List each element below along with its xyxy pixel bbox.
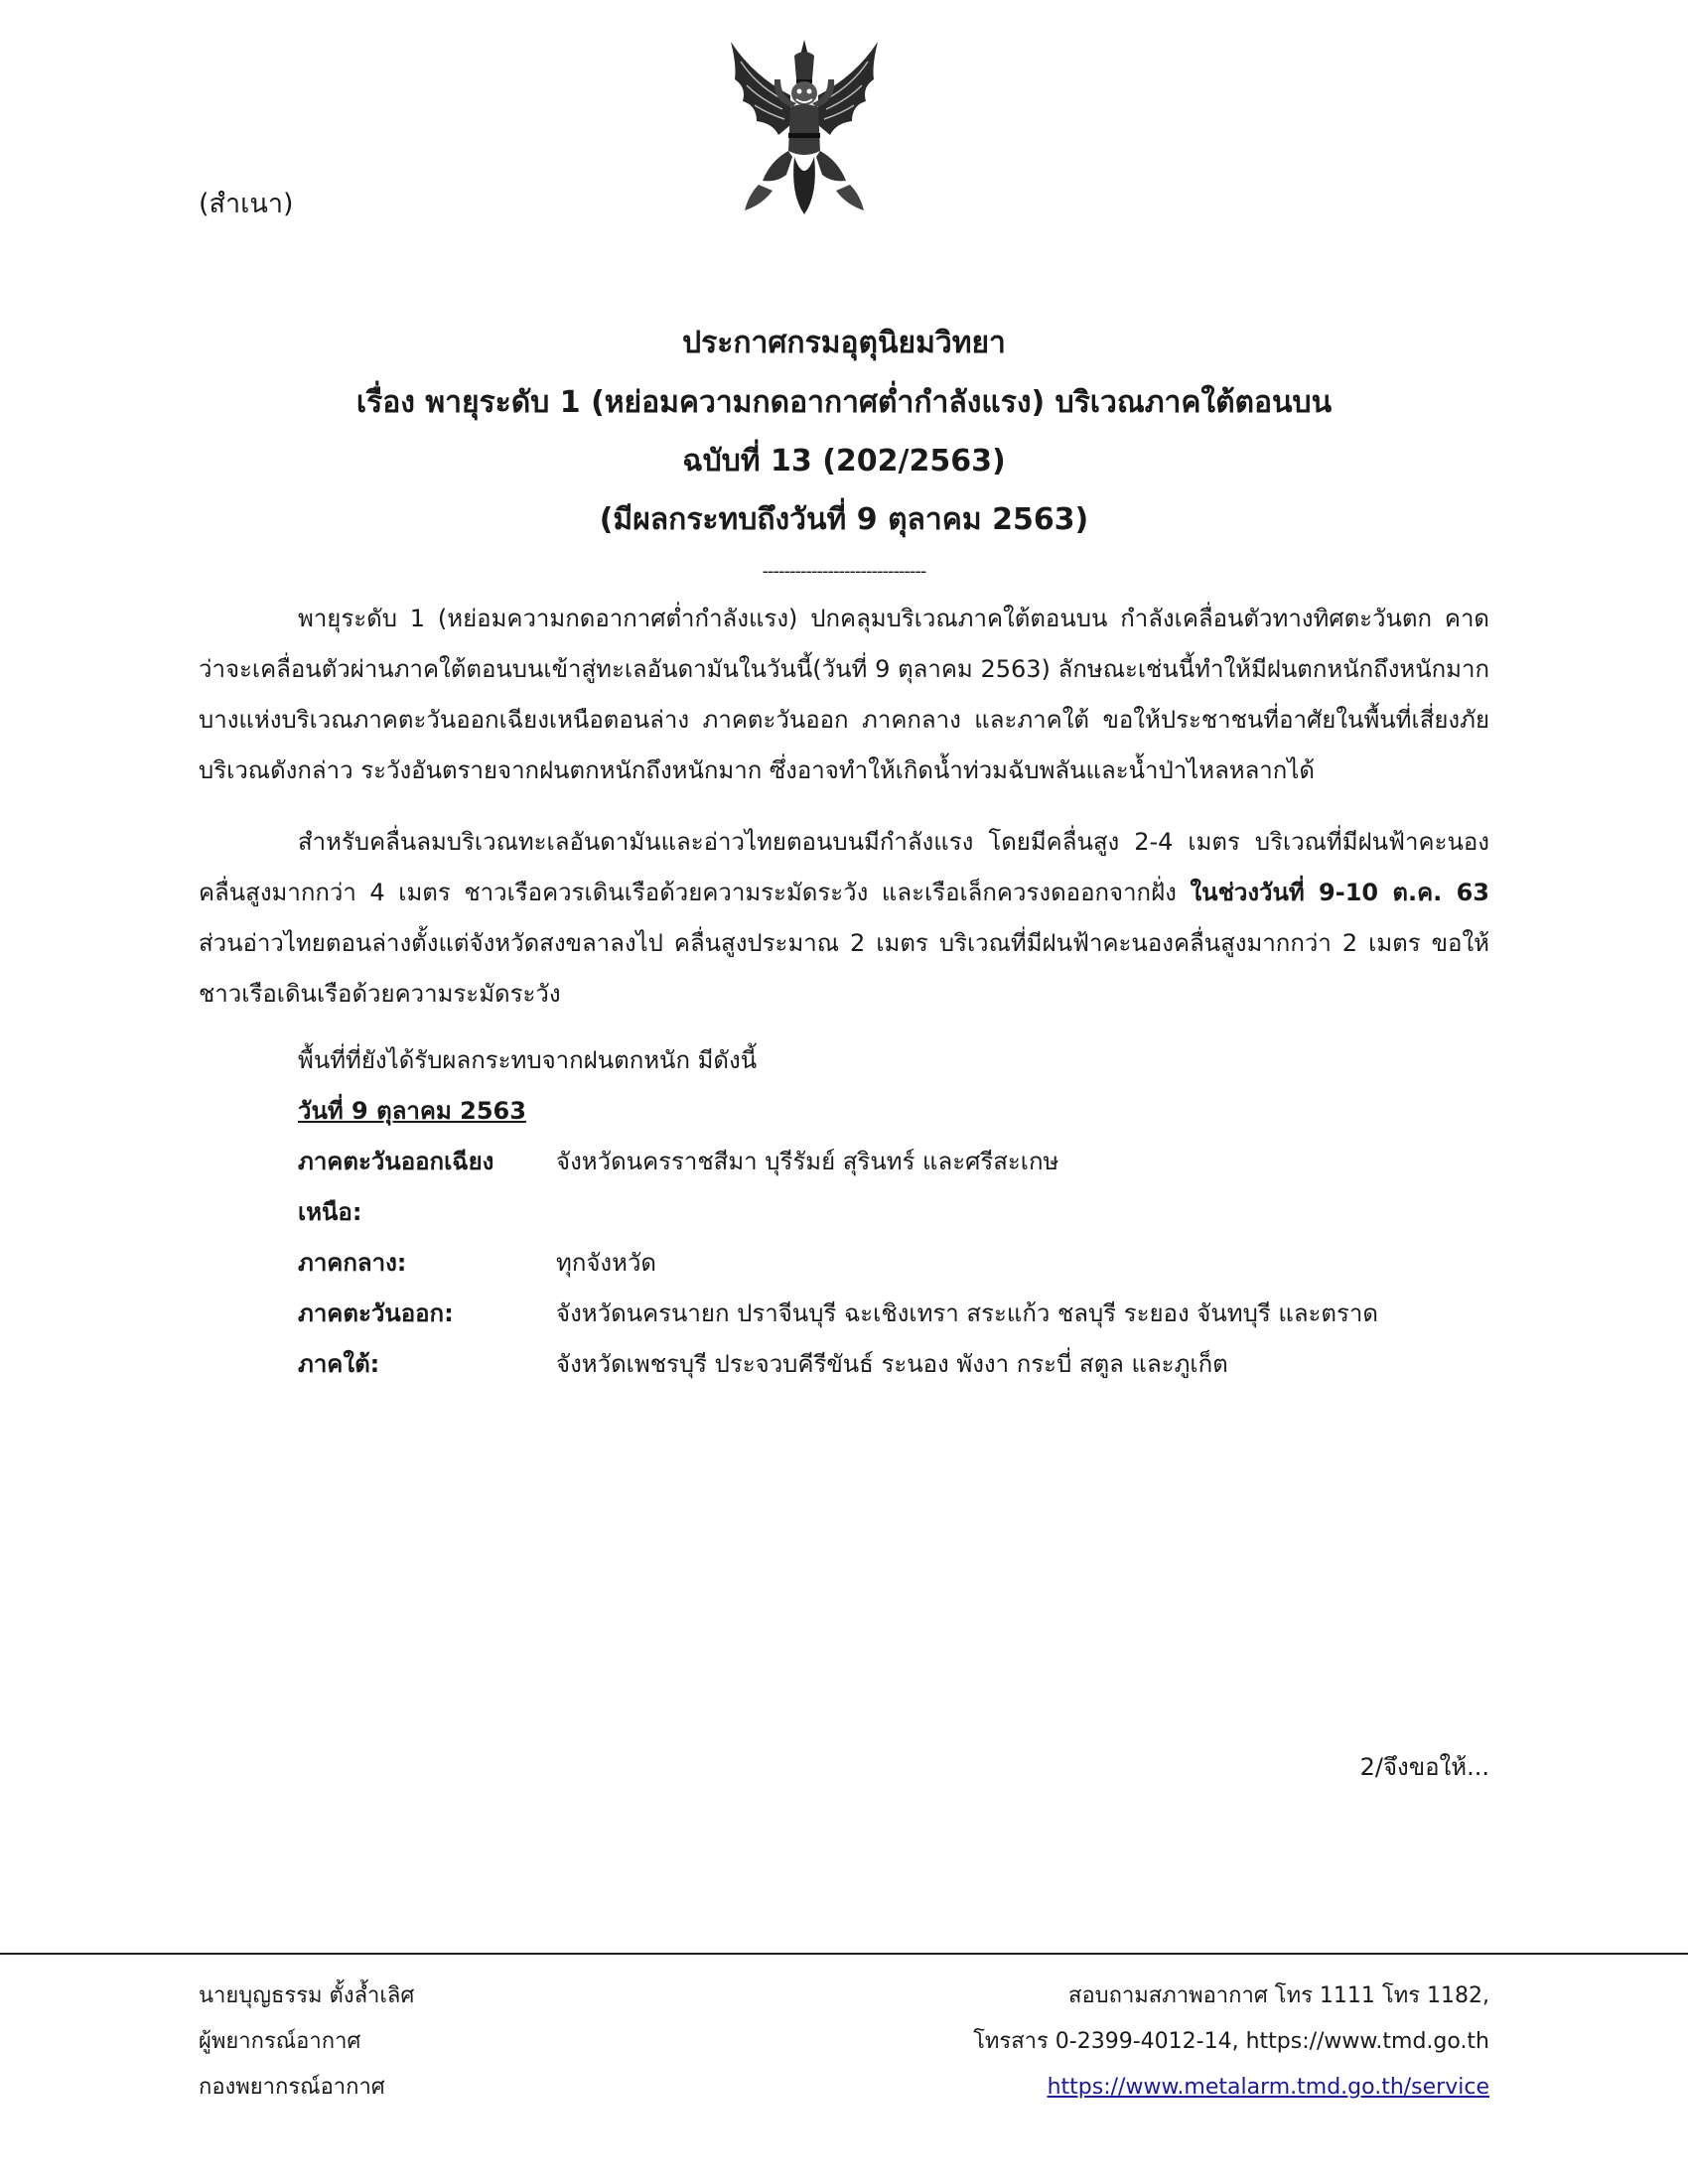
footer-contact <box>973 1974 1489 2111</box>
announcement-effective-date: (มีผลกระทบถึงวันที่ 9 ตุลาคม 2563) <box>599 502 1089 537</box>
affected-areas-date: วันที่ 9 ตุลาคม 2563 <box>298 1097 526 1125</box>
region-label: ภาคกลาง: <box>298 1249 407 1277</box>
copy-label: (สำเนา) <box>199 189 294 219</box>
region-label: ภาคตะวันออกเฉียงเหนือ: <box>298 1148 494 1226</box>
region-row <box>298 1339 1450 1390</box>
region-row <box>298 1238 1450 1289</box>
affected-areas-intro: พื้นที่ที่ยังได้รับผลกระทบจากฝนตกหนัก มีดังนี้ <box>298 1046 758 1074</box>
region-label: ภาคใต้: <box>298 1350 380 1378</box>
region-row <box>298 1289 1450 1339</box>
metalarm-link[interactable]: https://www.metalarm.tmd.go.th/service <box>1047 2075 1489 2100</box>
region-provinces: ทุกจังหวัด <box>556 1249 657 1277</box>
signer-name: นายบุญธรรม ตั้งล้ำเลิศ <box>199 1983 415 2008</box>
garuda-emblem-icon <box>723 36 886 218</box>
paragraph-2-bold-dates: ในช่วงวันที่ 9-10 ต.ค. 63 <box>1190 879 1489 906</box>
announcement-subject: เรื่อง พายุระดับ 1 (หย่อมความกดอากาศต่ำกำลังแรง) บริเวณภาคใต้ตอนบน <box>355 385 1333 420</box>
paragraph-2-text-b: ส่วนอ่าวไทยตอนล่างตั้งแต่จังหวัดสงขลาลงไป คลื่นสูงประมาณ 2 เมตร บริเวณที่มีฝนฟ้าคะนองคลื่นสูงมากกว่า 2 เมตร ขอให้ชาวเรือเดินเรือด้วยความระมัดระวัง <box>199 929 1489 1008</box>
region-label: ภาคตะวันออก: <box>298 1299 454 1327</box>
paragraph-2-text-a: สำหรับคลื่นลมบริเวณทะเลอันดามันและอ่าวไทยตอนบนมีกำลังแรง โดยมีคลื่นสูง 2-4 เมตร บริเวณที่มีฝนฟ้าคะนองคลื่นสูงมากกว่า 4 เมตร ชาวเรือควรเดินเรือด้วยความระมัดระวัง และเรือเล็กควรงดออกจากฝั่ง <box>199 828 1489 906</box>
title-separator: ------------------------------ <box>762 561 926 582</box>
region-provinces: จังหวัดนครนายก ปราจีนบุรี ฉะเชิงเทรา สระแก้ว ชลบุรี ระยอง จันทบุรี และตราด <box>556 1299 1378 1327</box>
footer-divider <box>0 1953 1688 1955</box>
region-provinces: จังหวัดเพชรบุรี ประจวบคีรีขันธ์ ระนอง พังงา กระบี่ สตูล และภูเก็ต <box>556 1350 1228 1378</box>
announcement-title: ประกาศกรมอุตุนิยมวิทยา <box>682 326 1006 360</box>
region-row <box>298 1137 1450 1238</box>
body-paragraph-1: พายุระดับ 1 (หย่อมความกดอากาศต่ำกำลังแรง) ปกคลุมบริเวณภาคใต้ตอนบน กำลังเคลื่อนตัวทางทิศตะวันตก คาดว่าจะเคลื่อนตัวผ่านภาคใต้ตอนบนเข้าสู่ทะเลอันดามันในวันนี้(วันที่ 9 ตุลาคม 2563) ลักษณะเช่นนี้ทำให้มีฝนตกหนักถึงหนักมากบางแห่งบริเวณภาคตะวันออกเฉียงเหนือตอนล่าง ภาคตะวันออก ภาคกลาง และภาคใต้ ขอให้ประชาชนที่อาศัยในพื้นที่เสี่ยงภัยบริเวณดังกล่าว ระวังอันตรายจากฝนตกหนักถึงหนักมาก ซึ่งอาจทำให้เกิดน้ำท่วมฉับพลันและน้ำป่าไหลหลากได้ <box>199 605 1489 784</box>
contact-phone: สอบถามสภาพอากาศ โทร 1111 โทร 1182, <box>1068 1983 1489 2008</box>
affected-areas <box>298 1035 1450 1390</box>
continuation-note: 2/จึงขอให้... <box>1359 1753 1489 1781</box>
signer-position: ผู้พยากรณ์อากาศ <box>199 2029 361 2054</box>
body-paragraph-2 <box>199 817 1489 1020</box>
footer-signer <box>199 1974 414 2111</box>
signer-division: กองพยากรณ์อากาศ <box>199 2075 385 2100</box>
contact-fax-website: โทรสาร 0-2399-4012-14, https://www.tmd.go.th <box>973 2029 1489 2054</box>
announcement-issue-number: ฉบับที่ 13 (202/2563) <box>682 444 1006 478</box>
region-provinces: จังหวัดนครราชสีมา บุรีรัมย์ สุรินทร์ และศรีสะเกษ <box>556 1148 1059 1175</box>
